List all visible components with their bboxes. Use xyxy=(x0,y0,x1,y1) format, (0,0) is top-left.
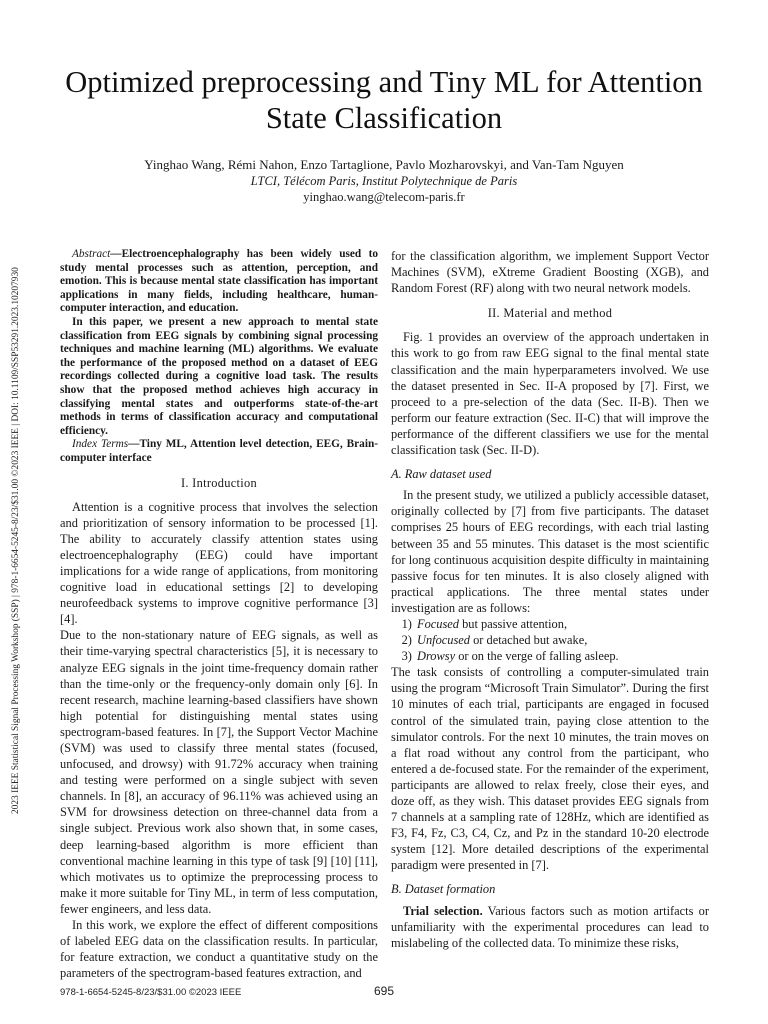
list-item xyxy=(415,632,709,648)
list-item xyxy=(415,616,709,632)
author-list: Yinghao Wang, Rémi Nahon, Enzo Tartaglione, Pavlo Mozharovskyi, and Van-Tam Nguyen xyxy=(144,157,624,172)
state-desc: or on the verge of falling asleep. xyxy=(455,649,619,664)
index-terms-label: Index Terms xyxy=(72,438,129,451)
paper-title: Optimized preprocessing and Tiny ML for Attention State Classification xyxy=(65,65,703,135)
index-terms-text: —Tiny ML, Attention level detection, EEG, Brain-computer interface xyxy=(60,438,378,464)
right-column xyxy=(391,248,709,951)
intro-paragraph-2: Due to the non-stationary nature of EEG signals, as well as their time-varying spectral characteristics [5], it is necessary to analyze EEG signals in the joint time-frequency domain rather than the time-only or the frequency-only domain only [6]. In recent research, machine learning-based classifiers have shown high potential for distinguishing mental states using spectrogram-based features. In [7], the Support Vector Machine (SVM) was used to classify three mental states (focused, unfocused, and drowsy) with 91.72% accuracy when training and testing were performed on a single subject with seven channels. In [8], an accuracy of 96.11% was achieved using an SVM for drowsiness detection on three-channel data from a single subject. Previous work also shown that, in some cases, deep learning-based algorithm is more efficient than conventional machine learning in this type of task [9] [10] [11], which motivates us to optimize the preprocessing process to make it more suitable for Tiny ML, in term of less computation, fewer engineers, and less data. xyxy=(60,628,378,916)
raw-dataset-paragraph-1: In the present study, we utilized a publicly accessible dataset, originally collected by [7] from five participants. The dataset comprises 25 hours of EEG recordings, with each trial lasting between 35 and 55 minutes. This dataset is the most scientific for long continuous acquisition despite difficulty in maintaining passive focus for ten minutes. It is also closely aligned with practical applications. The three mental states under investigation are as follows: xyxy=(391,488,709,615)
state-desc: but passive attention, xyxy=(458,616,568,631)
abstract-paragraph xyxy=(60,248,378,316)
trial-selection-text: Various factors such as motion artifacts or unfamiliarity with the experimental procedures can lead to mislabeling of the collected data. To minimize these risks, xyxy=(391,903,709,950)
state-term: Drowsy xyxy=(417,649,456,664)
trial-selection-paragraph xyxy=(391,903,709,951)
page-number: 695 xyxy=(373,984,395,998)
abstract-text: —Electroencephalography has been widely used to study mental processes such as attention, perception, and emotion. This is because mental state classification has important applications in many fields, including healthcare, human-computer interaction, and education. xyxy=(60,248,378,315)
intro-paragraph-1: Attention is a cognitive process that involves the selection and prioritization of sensory information to be processed [1]. The ability to accurately classify attention states using electroencephalography (EEG) could have important implications for a wide range of applications, from monitoring cognitive load in educational settings [2] to developing neurofeedback systems to improve cognitive performance [3] [4]. xyxy=(60,499,378,627)
mental-states-list xyxy=(391,616,709,664)
state-term: Unfocused xyxy=(417,633,470,648)
raw-dataset-paragraph-2: The task consists of controlling a computer-simulated train using the program “Microsoft Train Simulator”. During the first 10 minutes of each trial, participants are engaged in focused control of the simulated train, paying close attention to the simulator controls. For the next 10 minutes, the train moves on a flat road without any control from the participant, who entered a de-focused state. For the remainder of the experiment, participants are allowed to relax freely, close their eyes, and doze off, as they wish. This dataset provides EEG signals from 7 channels at a sampling rate of 128Hz, which are identified as F3, F4, Fz, C3, C4, Cz, and Pz in the standard 10-20 electrode system [12]. More detailed descriptions of the experimental paradigm were presented in [7]. xyxy=(391,665,709,873)
intro-continuation: for the classification algorithm, we implement Support Vector Machines (SVM), eXtreme Gradient Boosting (XGB), and Random Forest (RF) along with two neural network models. xyxy=(391,249,709,296)
affiliation: LTCI, Télécom Paris, Institut Polytechnique de Paris xyxy=(250,174,518,188)
trial-selection-label: Trial selection. xyxy=(403,903,483,918)
section-heading-method: II. Material and method xyxy=(487,306,613,321)
section-heading-introduction: I. Introduction xyxy=(180,475,258,490)
method-paragraph-1: Fig. 1 provides an overview of the approach undertaken in this work to go from raw EEG signal to the final mental state classification and the main hyperparameters involved. We use the dataset presented in Sec. II-A proposed by [7]. First, we proceed to a pre-selection of the data (Sec. II-B). Then we perform our feature extraction (Sec. II-C) that will improve the performance of the different classifiers we use for the mental classification task (Sec. II-D). xyxy=(391,330,709,458)
side-margin-citation xyxy=(9,208,23,814)
left-column xyxy=(60,248,378,981)
footer-copyright: 978-1-6654-5245-8/23/$31.00 ©2023 IEEE xyxy=(60,987,242,998)
abstract-paragraph-2: In this paper, we present a new approach to mental state classification from EEG signals by combining signal processing techniques and machine learning (ML) algorithms. We evaluate the performance of the proposed method on a dataset of EEG recordings collected during a cognitive load task. The results show that the proposed method achieves high accuracy in classifying mental states and outperforms state-of-the-art methods in terms of classification accuracy and computational efficiency. xyxy=(60,315,378,437)
intro-paragraph-3: In this work, we explore the effect of different compositions of labeled EEG data on the classification results. In particular, for feature extraction, we conduct a quantitative study on the parameters of the spectrogram-based features extraction, and xyxy=(60,918,378,981)
author-email[interactable]: yinghao.wang@telecom-paris.fr xyxy=(303,190,465,204)
state-desc: or detached but awake, xyxy=(470,633,588,648)
list-item xyxy=(415,648,709,664)
subsection-heading-raw-dataset: A. Raw dataset used xyxy=(391,467,492,482)
side-margin-text: 2023 IEEE Statistical Signal Processing Workshop (SSP) | 978-1-6654-5245-8/23/$31.00 ©2023 IEEE | DOI: 10.1109/SSP53291.2023.10207930 xyxy=(11,267,21,814)
subsection-heading-dataset-formation: B. Dataset formation xyxy=(391,882,496,897)
state-term: Focused xyxy=(417,616,459,631)
index-terms xyxy=(60,438,378,465)
abstract-label: Abstract xyxy=(72,248,111,260)
